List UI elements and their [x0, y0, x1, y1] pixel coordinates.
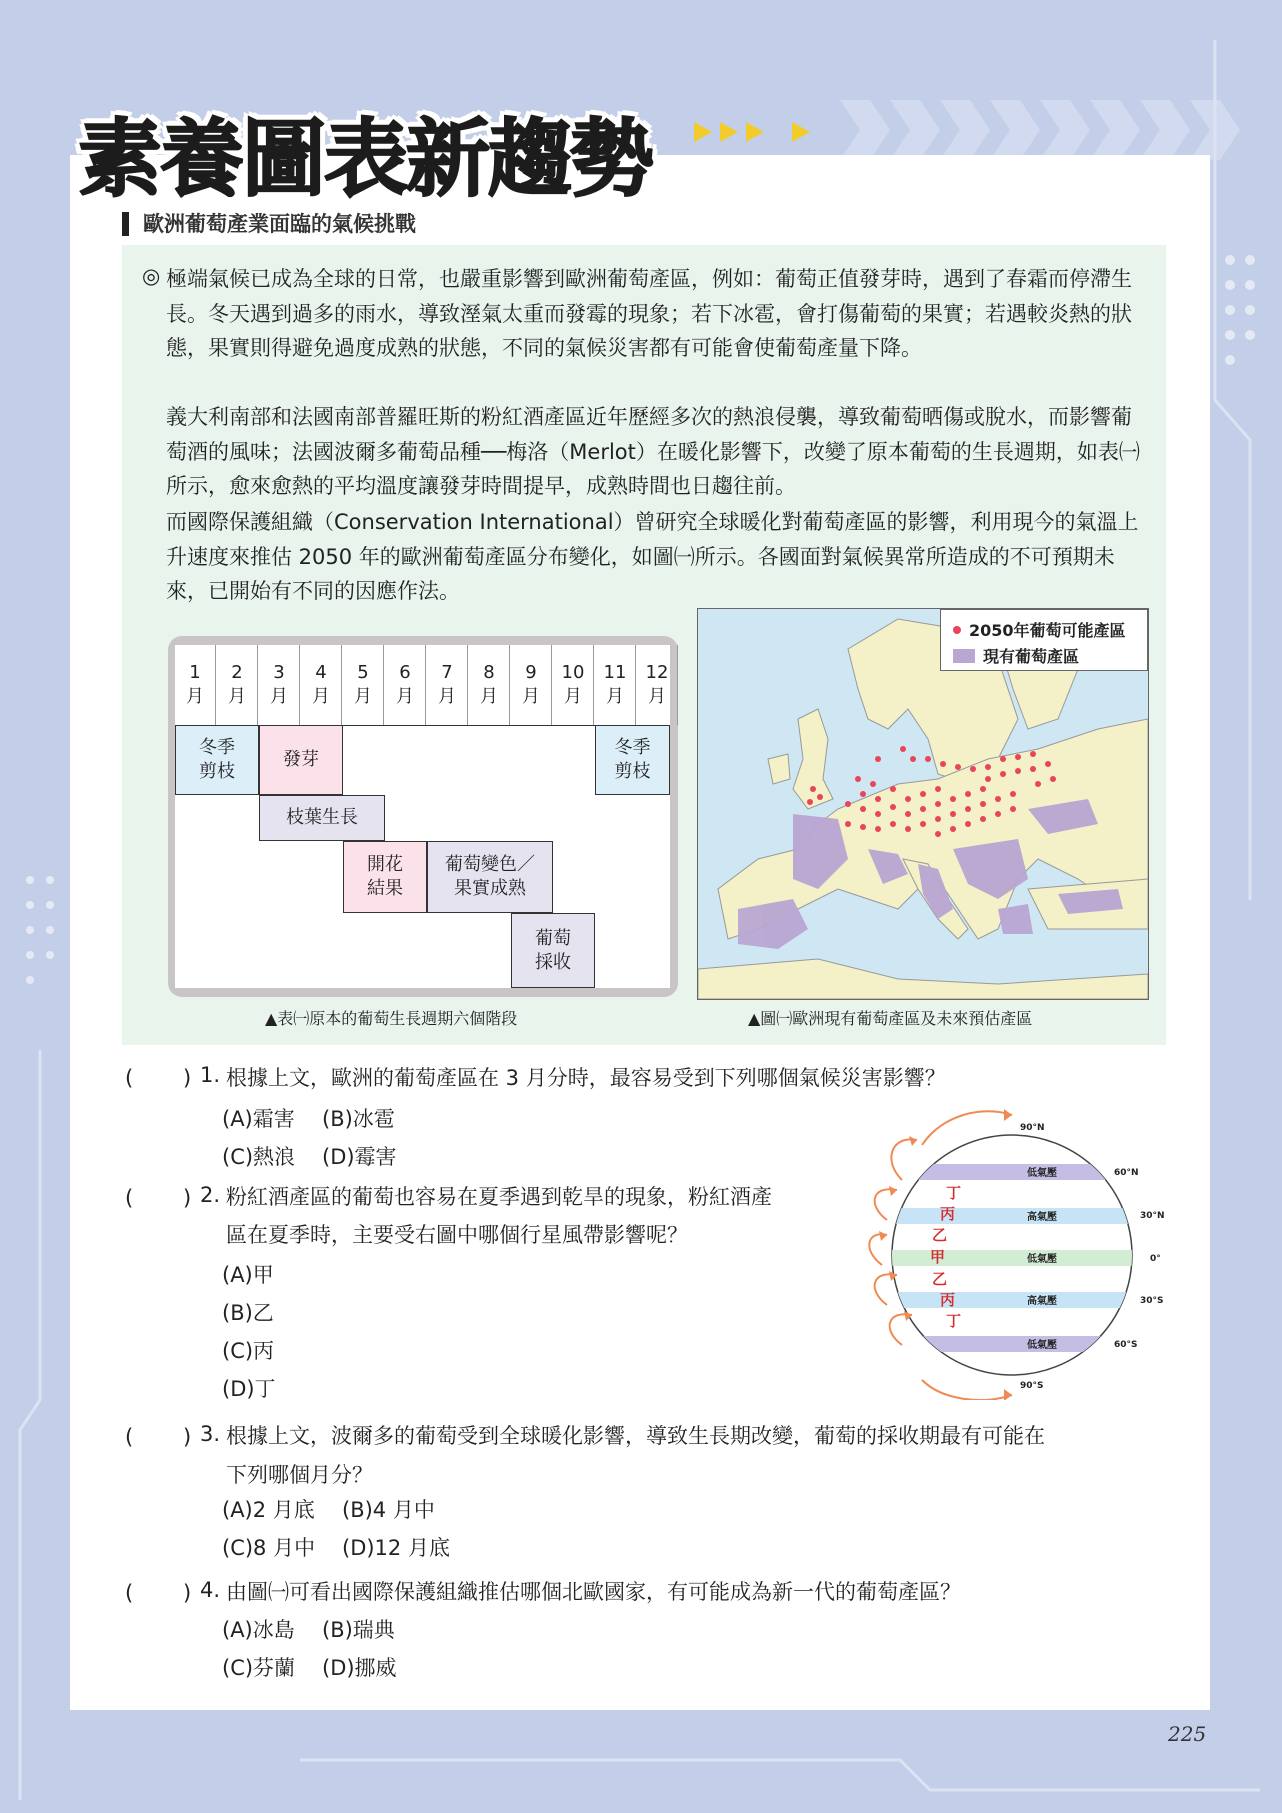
lat-0: 0° [1150, 1254, 1161, 1264]
stage-winter-prune-nov: 冬季 剪枝 [595, 725, 670, 795]
map-caption: ▲圖㈠歐洲現有葡萄產區及未來預估產區 [748, 1009, 1033, 1028]
month-unit: 月 [564, 686, 582, 707]
q4-answer-paren-close: ) [183, 1581, 192, 1605]
table-caption: ▲表㈠原本的葡萄生長週期六個階段 [265, 1009, 518, 1028]
q2-option-b[interactable]: (B)乙 [222, 1301, 274, 1325]
lat-90s: 90°S [1020, 1381, 1044, 1391]
lat-30n: 30°N [1140, 1211, 1165, 1221]
month-unit: 月 [270, 686, 288, 707]
q2-number: 2. [200, 1183, 221, 1207]
title-arrows-decoration [690, 118, 820, 146]
month-header-5 [343, 645, 384, 725]
month-number: 10 [561, 662, 585, 683]
q1-answer-paren-close: ) [183, 1066, 192, 1090]
stage-veraison: 葡萄變色／ 果實成熟 [427, 841, 553, 913]
month-number: 7 [441, 662, 453, 683]
bullet-mark: ◎ [142, 264, 161, 288]
month-number: 2 [231, 662, 243, 683]
month-header-row [175, 645, 670, 726]
passage-text-1: 極端氣候已成為全球的日常，也嚴重影響到歐洲葡萄產區，例如：葡萄正值發芽時，遇到了春霜而停滯生長。冬天遇到過多的雨水，導致溼氣太重而發霉的現象；若下冰雹，會打傷葡萄的果實；若遇較炎熱的狀態，果實則得避免過度成熟的狀態，不同的氣候災害都有可能會使葡萄產量下降。 [166, 267, 1132, 360]
q3-option-d[interactable]: (D)12 月底 [342, 1536, 450, 1560]
q4-answer-paren-open[interactable]: ( [125, 1581, 134, 1605]
q4-text: 由圖㈠可看出國際保護組織推估哪個北歐國家，有可能成為新一代的葡萄產區？ [226, 1580, 961, 1604]
q2-option-a[interactable]: (A)甲 [222, 1263, 274, 1287]
passage-text-2: 義大利南部和法國南部普羅旺斯的粉紅酒產區近年歷經多次的熱浪侵襲，導致葡萄晒傷或脫水，而影響葡萄酒的風味；法國波爾多葡萄品種──梅洛（Merlot）在暖化影響下，改變了原本葡萄的生長週期，如表㈠所示，愈來愈熱的平均溫度讓發芽時間提早，成熟時間也日趨往前。 [166, 405, 1140, 498]
month-number: 12 [645, 662, 669, 683]
legend-row-future [953, 618, 1126, 641]
legend-row-current [953, 644, 1079, 667]
q2-answer-paren-open[interactable]: ( [125, 1186, 134, 1210]
month-unit: 月 [438, 686, 456, 707]
month-header-6 [385, 645, 426, 725]
month-number: 5 [357, 662, 369, 683]
q3-answer-paren-open[interactable]: ( [125, 1425, 134, 1449]
month-number: 4 [315, 662, 327, 683]
belt-label-5: 低氣壓 [1027, 1340, 1057, 1351]
wind-yi-n: 乙 [932, 1226, 948, 1244]
q4-number: 4. [200, 1578, 221, 1602]
wind-ding-s: 丁 [946, 1312, 962, 1330]
month-number: 8 [483, 662, 495, 683]
belt-label-4: 高氣壓 [1027, 1296, 1057, 1307]
wind-bing-s: 丙 [940, 1291, 956, 1309]
stage-winter-prune-jan: 冬季 剪枝 [175, 725, 259, 795]
month-unit: 月 [480, 686, 498, 707]
map-legend [940, 609, 1148, 671]
q1-option-d[interactable]: (D)霉害 [322, 1145, 397, 1169]
section-heading: 歐洲葡萄產業面臨的氣候挑戰 [122, 212, 416, 236]
q3-text-line2: 下列哪個月分？ [226, 1463, 373, 1487]
month-header-3 [259, 645, 300, 725]
lat-30s: 30°S [1140, 1296, 1164, 1306]
passage-paragraph-3 [166, 505, 1152, 609]
month-unit: 月 [354, 686, 372, 707]
month-header-12 [637, 645, 678, 725]
belt-label-2: 高氣壓 [1027, 1212, 1057, 1223]
q2-text-line2: 區在夏季時，主要受右圖中哪個行星風帶影響呢？ [226, 1223, 688, 1247]
growth-table [175, 645, 670, 988]
wind-bing-n: 丙 [940, 1205, 956, 1223]
q3-option-a[interactable]: (A)2 月底 [222, 1498, 315, 1522]
month-unit: 月 [648, 686, 666, 707]
legend-current-label: 現有葡萄產區 [983, 647, 1080, 666]
lat-60s: 60°S [1114, 1340, 1138, 1350]
q2-text-line1: 粉紅酒產區的葡萄也容易在夏季遇到乾旱的現象，粉紅酒產 [226, 1185, 772, 1209]
month-header-2 [217, 645, 258, 725]
q1-number: 1. [200, 1063, 221, 1087]
q4-option-d[interactable]: (D)挪威 [322, 1656, 397, 1680]
q3-answer-paren-close: ) [183, 1425, 192, 1449]
q4-option-a[interactable]: (A)冰島 [222, 1618, 295, 1642]
month-header-10 [553, 645, 594, 725]
q2-option-d[interactable]: (D)丁 [222, 1377, 276, 1401]
month-unit: 月 [522, 686, 540, 707]
month-unit: 月 [396, 686, 414, 707]
month-unit: 月 [228, 686, 246, 707]
month-header-4 [301, 645, 342, 725]
current-area-swatch-icon [953, 649, 975, 663]
lat-60n: 60°N [1114, 1168, 1139, 1178]
stage-harvest: 葡萄 採收 [511, 913, 595, 988]
month-unit: 月 [312, 686, 330, 707]
month-number: 11 [603, 662, 627, 683]
q4-option-b[interactable]: (B)瑞典 [322, 1618, 395, 1642]
q4-option-c[interactable]: (C)芬蘭 [222, 1656, 296, 1680]
q1-answer-paren-open[interactable]: ( [125, 1066, 134, 1090]
q2-option-c[interactable]: (C)丙 [222, 1339, 275, 1363]
month-number: 3 [273, 662, 285, 683]
passage-paragraph-1 [166, 262, 1152, 366]
page-title: 素養圖表新趨勢 [78, 110, 653, 208]
month-header-11 [595, 645, 636, 725]
month-unit: 月 [186, 686, 204, 707]
stage-budding: 發芽 [259, 725, 343, 795]
month-header-7 [427, 645, 468, 725]
planetary-wind-diagram [862, 1100, 1202, 1400]
q3-option-b[interactable]: (B)4 月中 [342, 1498, 435, 1522]
wind-ding-n: 丁 [946, 1184, 962, 1202]
belt-label-1: 低氣壓 [1027, 1168, 1057, 1179]
month-number: 9 [525, 662, 537, 683]
q1-text: 根據上文，歐洲的葡萄產區在 3 月分時，最容易受到下列哪個氣候災害影響？ [226, 1066, 946, 1090]
q3-option-c[interactable]: (C)8 月中 [222, 1536, 316, 1560]
lat-90n: 90°N [1020, 1123, 1045, 1133]
passage-paragraph-2 [166, 400, 1152, 504]
month-unit: 月 [606, 686, 624, 707]
q1-option-c[interactable]: (C)熱浪 [222, 1145, 296, 1169]
wind-yi-s: 乙 [932, 1270, 948, 1288]
q3-number: 3. [200, 1422, 221, 1446]
q3-text-line1: 根據上文，波爾多的葡萄受到全球暖化影響，導致生長期改變，葡萄的採收期最有可能在 [226, 1424, 1045, 1448]
stage-flowering: 開花 結果 [343, 841, 427, 913]
page-number: 225 [1168, 1722, 1207, 1746]
q1-option-a[interactable]: (A)霜害 [222, 1107, 295, 1131]
month-header-1 [175, 645, 216, 725]
belt-label-3: 低氣壓 [1027, 1254, 1057, 1265]
passage-text-3: 而國際保護組織（Conservation International）曾研究全球暖化對葡萄產區的影響，利用現今的氣溫上升速度來推估 2050 年的歐洲葡萄產區分布變化，如圖㈠所示。各國面對氣候異常所造成的不可預期未來，已開始有不同的因應作法。 [166, 510, 1139, 603]
q1-option-b[interactable]: (B)冰雹 [322, 1107, 395, 1131]
q2-answer-paren-close: ) [183, 1186, 192, 1210]
wind-jia: 甲 [930, 1248, 946, 1266]
month-header-9 [511, 645, 552, 725]
legend-future-label: 2050年葡萄可能產區 [969, 621, 1126, 640]
future-dot-icon [953, 626, 961, 634]
month-header-8 [469, 645, 510, 725]
month-number: 1 [189, 662, 201, 683]
stage-leaf-growth: 枝葉生長 [259, 795, 385, 841]
month-number: 6 [399, 662, 411, 683]
